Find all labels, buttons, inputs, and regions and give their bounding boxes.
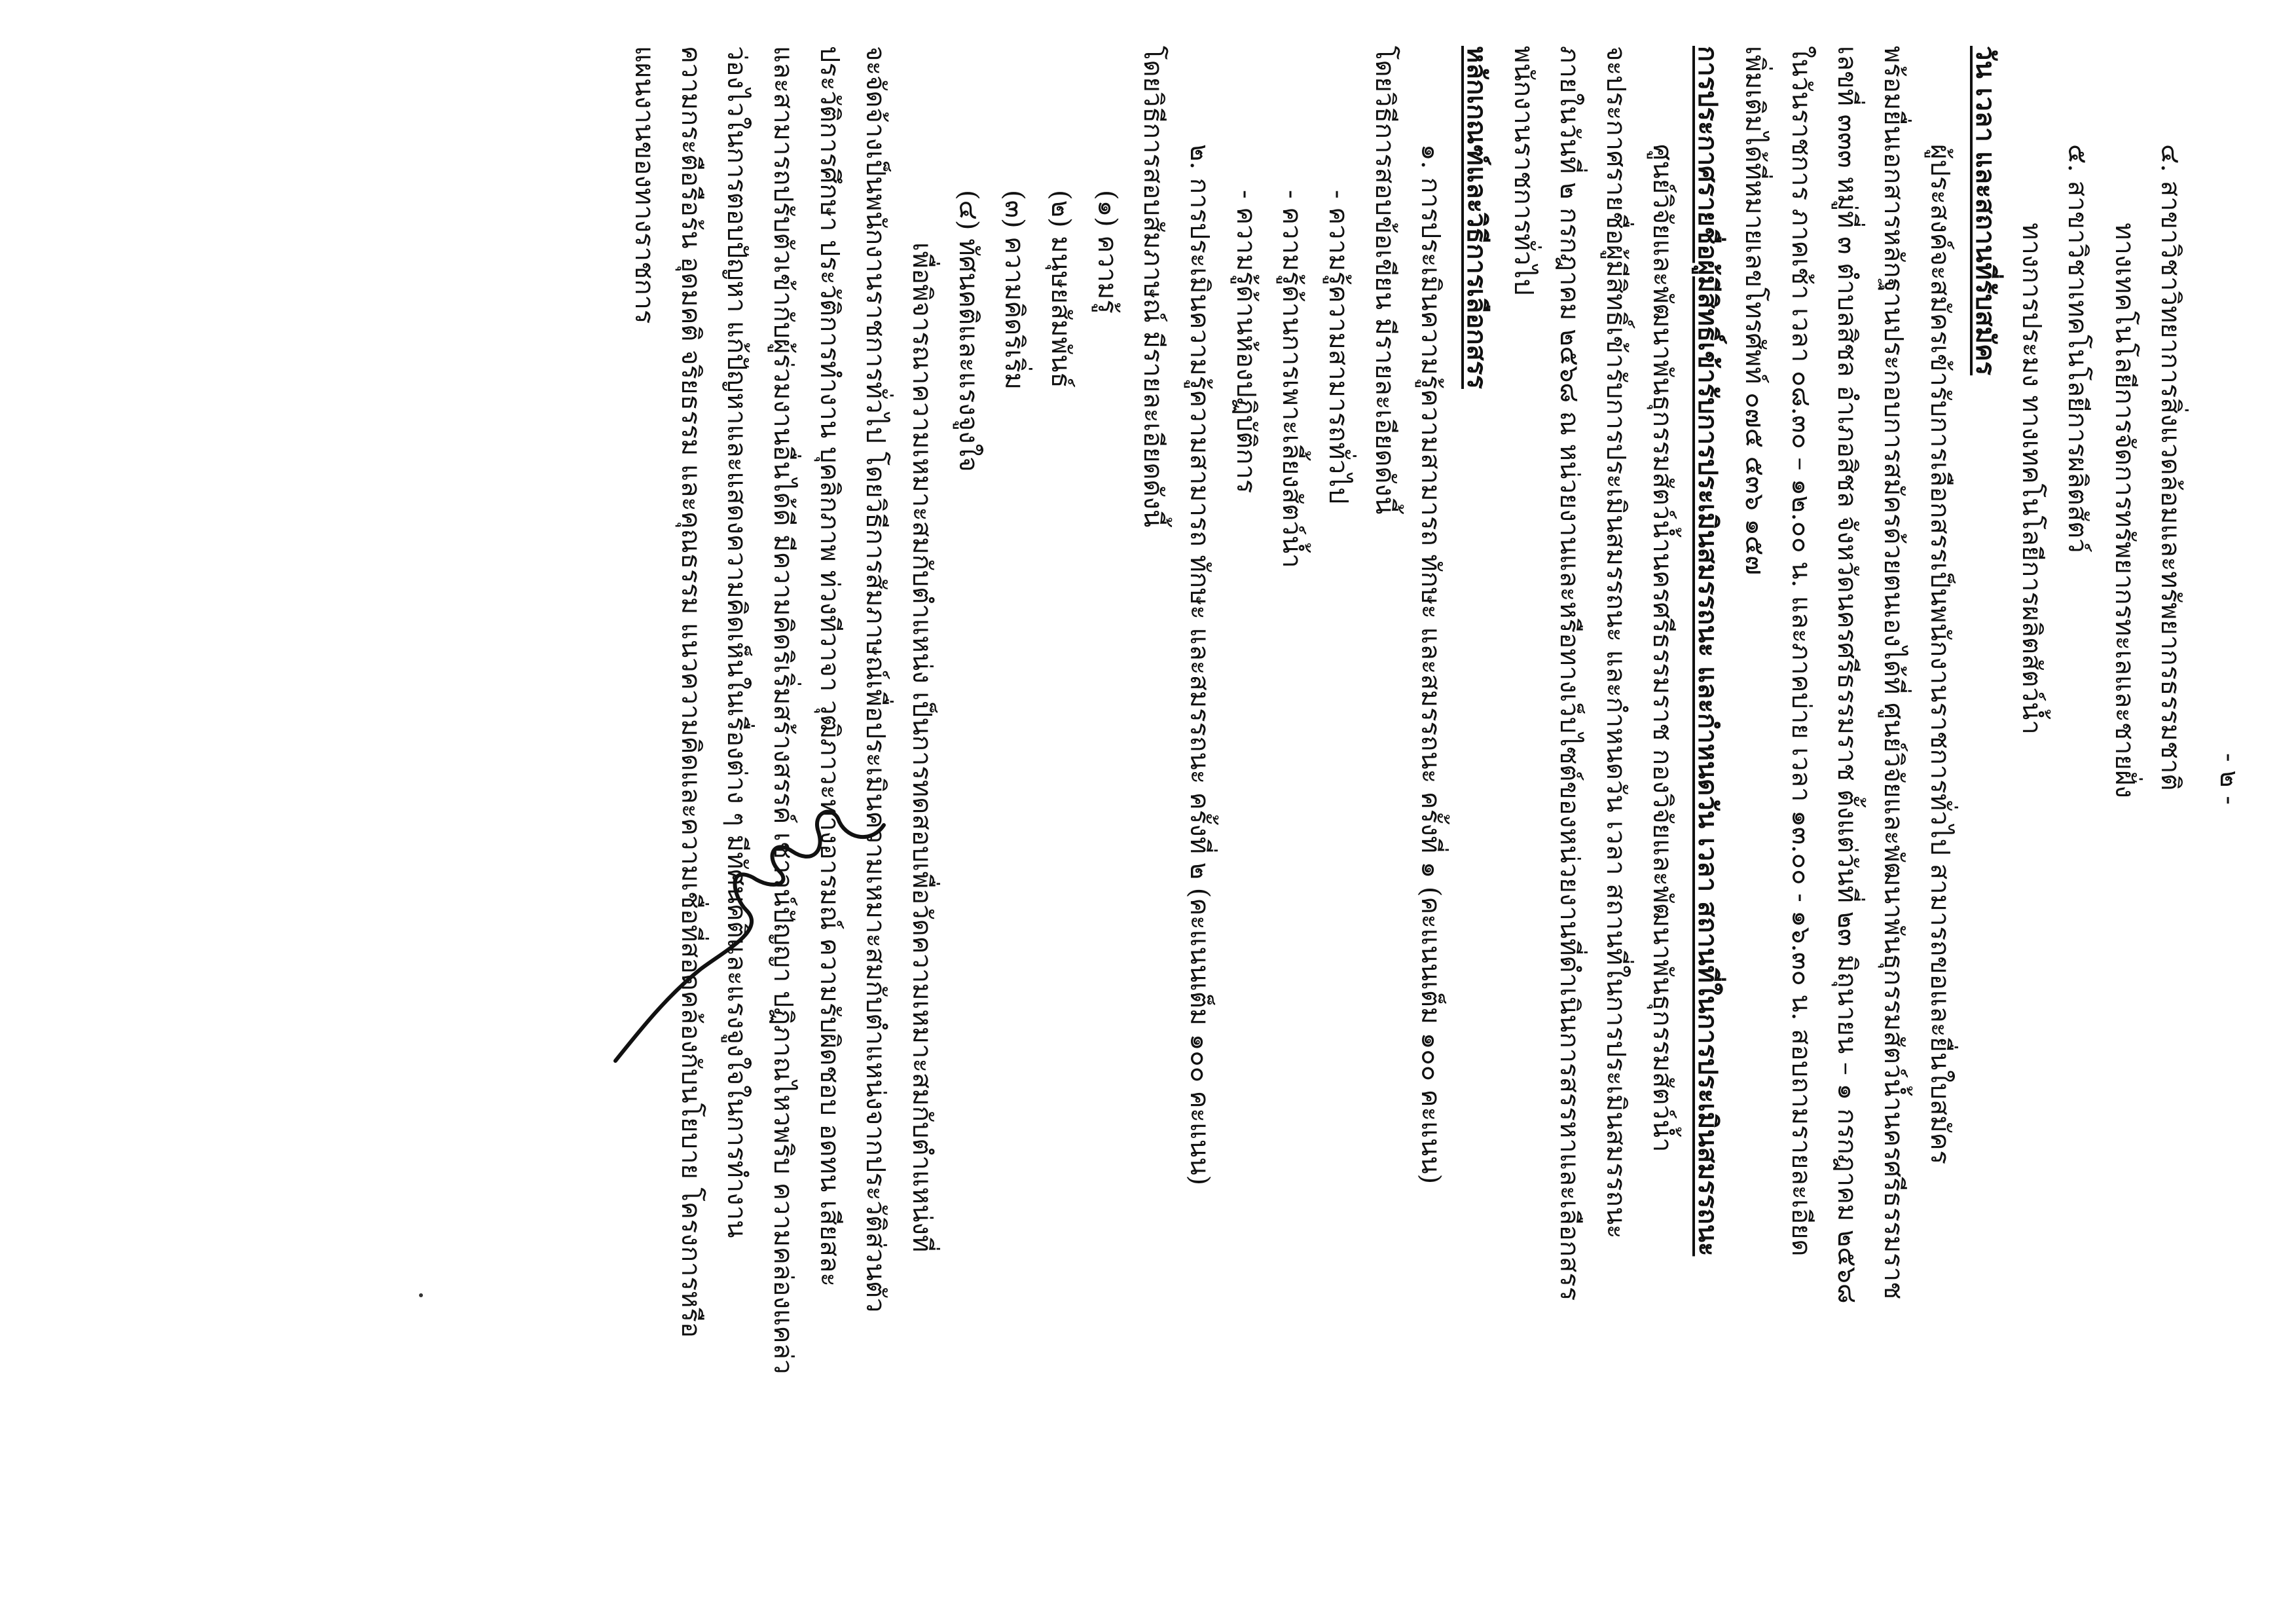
scan-speck <box>419 1293 423 1297</box>
text-line: ๕. สาขาวิชาเทคโนโลยีการผลิตสัตว์ <box>2062 144 2092 553</box>
text-line: แผนงานของทางราชการ <box>629 46 659 324</box>
text-line: เพิ่มเติมได้ที่หมายเลขโทรศัพท์ ๐๗๕ ๕๓๖ ๑๕๗ <box>1740 46 1770 576</box>
text-line: เพื่อพิจารณาความเหมาะสมกับตำแหน่ง เป็นการทดสอบเพื่อวัดความเหมาะสมกับตำแหน่งที่ <box>907 242 937 1253</box>
text-line: (๔) ทัศนคติและแรงจูงใจ <box>953 190 983 472</box>
rotated-text-block <box>26 46 2252 1552</box>
text-line: เลขที่ ๓๓๓ หมู่ที่ ๓ ตำบลสิชล อำเภอสิชล จังหวัดนครศรีธรรมราช ตั้งแต่วันที่ ๒๓ มิถุนายน – ๑ กรกฎาคม ๒๕๖๘ <box>1832 46 1862 1304</box>
section-heading: หลักเกณฑ์และวิธีการเลือกสรร <box>1461 46 1492 389</box>
text-line: ว่องไวในการตอบปัญหา แก้ปัญหาและแสดงความคิดเห็นในเรื่องต่าง ๆ มีทัศนคติและแรงจูงใจในการทำงาน <box>721 46 752 1238</box>
text-line: พร้อมยื่นเอกสารหลักฐานประกอบการสมัครด้วยตนเองได้ที่ ศูนย์วิจัยและพัฒนาพันธุกรรมสัตว์น้ำนครศรีธรรมราช <box>1878 46 1908 1300</box>
text-line: ศูนย์วิจัยและพัฒนาพันธุกรรมสัตว์น้ำนครศรีธรรมราช กองวิจัยและพัฒนาพันธุกรรมสัตว์น้ำ <box>1647 144 1677 1153</box>
text-line: ความกระตือรือร้น อุดมคติ จริยธรรม และคุณธรรม แนวความคิดและความเชื่อที่สอดคล้องกับนโยบาย โครงการหรือ <box>676 46 706 1338</box>
text-line: - ความรู้ความสามารถทั่วไป <box>1323 190 1353 504</box>
text-line: - ความรู้ด้านห้องปฏิบัติการ <box>1231 190 1261 494</box>
text-line: (๑) ความรู้ <box>1092 190 1122 314</box>
text-line: ผู้ประสงค์จะสมัครเข้ารับการเลือกสรรเป็นพนักงานราชการทั่วไป สามารถขอและยื่นใบสมัคร <box>1925 144 1955 1165</box>
text-line: (๒) มนุษยสัมพันธ์ <box>1046 190 1076 388</box>
text-line: ภายในวันที่ ๒ กรกฎาคม ๒๕๖๘ ณ หน่วยงานและหรือทางเว็บไซต์ของหน่วยงานที่ดำเนินการสรรหาและเลือกสรร <box>1554 46 1584 1301</box>
signature-mark <box>609 799 897 1074</box>
section-heading: การประกาศรายชื่อผู้มีสิทธิ์เข้ารับการประเมินสมรรถนะ และกำหนดวัน เวลา สถานที่ในการประเมินสมรรถนะ <box>1692 46 1723 1257</box>
text-line: โดยวิธีการสอบสัมภาษณ์ มีรายละเอียดดังนี้ <box>1138 46 1168 528</box>
text-line: จะจัดจ้างเป็นพนักงานราชการทั่วไป โดยวิธีการสัมภาษณ์เพื่อประเมินความเหมาะสมกับตำแหน่งจากประวัติส่วนตัว <box>860 46 890 1313</box>
text-line: ๔. สาขาวิชาวิทยาการสิ่งแวดล้อมและทรัพยากรธรรมชาติ <box>2155 144 2185 791</box>
page-number: - ๒ - <box>2214 753 2244 805</box>
text-line: ในวันราชการ ภาคเช้า เวลา ๐๘.๓๐ – ๑๒.๐๐ น. และภาคบ่าย เวลา ๑๓.๐๐ - ๑๖.๓๐ น. สอบถามรายละเอียด <box>1786 46 1816 1257</box>
section-heading: วัน เวลา และสถานที่รับสมัคร <box>1970 46 2001 376</box>
text-line: ๒. การประเมินความรู้ความสามารถ ทักษะ และสมรรถนะ ครั้งที่ ๒ (คะแนนเต็ม ๑๐๐ คะแนน) <box>1184 144 1214 1186</box>
text-line: ทางเทคโนโลยีการจัดการทรัพยากรทะเลและชายฝั่ง <box>2109 223 2140 798</box>
text-line: ทางการประมง ทางเทคโนโลยีการผลิตสัตว์น้ำ <box>2016 223 2047 735</box>
text-line: ๑. การประเมินความรู้ความสามารถ ทักษะ และสมรรถนะ ครั้งที่ ๑ (คะแนนเต็ม ๑๐๐ คะแนน) <box>1415 144 1446 1185</box>
text-line: โดยวิธีการสอบข้อเขียน มีรายละเอียดดังนี้ <box>1370 46 1400 515</box>
text-line: จะประกาศรายชื่อผู้มีสิทธิ์เข้ารับการประเมินสมรรถนะ และกำหนดวัน เวลา สถานที่ในการประเมินสมรรถนะ <box>1601 46 1631 1239</box>
text-line: - ความรู้ด้านการเพาะเลี้ยงสัตว์น้ำ <box>1277 190 1307 568</box>
text-line: (๓) ความคิดริเริ่ม <box>999 190 1029 390</box>
text-line: พนักงานราชการทั่วไป <box>1508 46 1539 295</box>
text-line: และสามารถปรับตัวเข้ากับผู้ร่วมงานอื่นได้ดี มีความคิดริเริ่มสร้างสรรค์ เชาวน์ปัญญา ปฏิภาณไหวพริบ ความคล่องแคล่ว <box>768 46 798 1375</box>
text-line: ประวัติการศึกษา ประวัติการทำงาน บุคลิกภาพ ท่วงทีวาจา วุฒิภาวะทางอารมณ์ ความรับผิดชอบ อดทน เสียสละ <box>814 46 845 1287</box>
